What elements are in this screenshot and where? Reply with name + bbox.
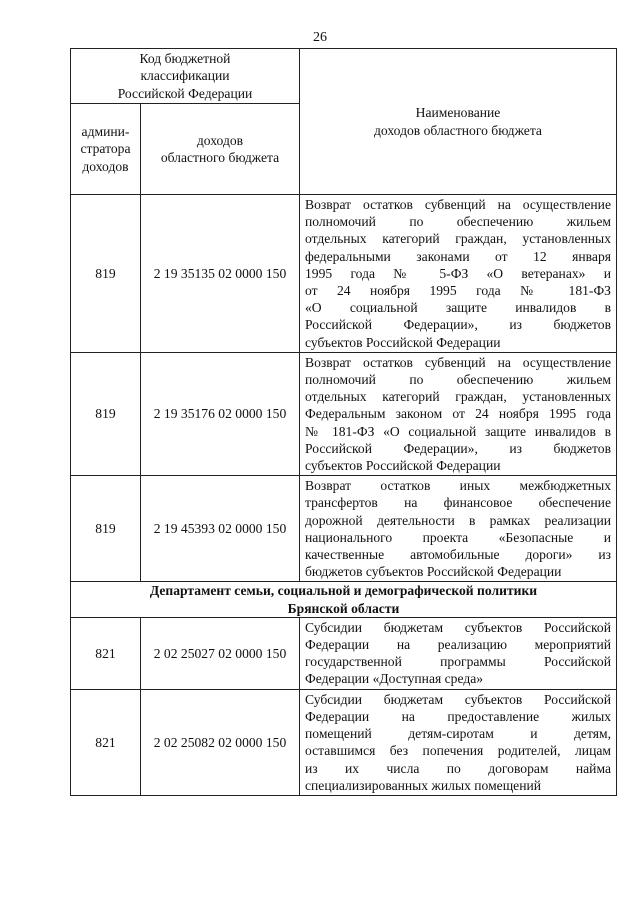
income-code-cell: 2 02 25027 02 0000 150 — [141, 617, 300, 689]
text-line: Федерации «Доступная среда» — [305, 671, 484, 687]
text-line: Возврат остатков субвенций на осуществление — [305, 197, 611, 212]
text-line: Федерации на реализацию мероприятий — [305, 637, 611, 653]
text-line: отдельных категорий граждан, установленных — [305, 231, 611, 247]
income-code-cell: 2 02 25082 02 0000 150 — [141, 689, 300, 795]
text-line: Российской Федерации», из бюджетов — [305, 317, 611, 333]
header-line: доходов — [196, 132, 244, 148]
text-line: № 181-ФЗ «О социальной защите инвалидов в — [305, 423, 611, 439]
header-line: областного бюджета — [160, 150, 280, 165]
table-row — [71, 689, 617, 795]
budget-classification-header — [71, 49, 300, 104]
text-line: субъектов Российской Федерации — [305, 458, 501, 474]
budget-classification-table — [70, 48, 617, 796]
text-line: трансфертов на финансовое обеспечение — [305, 495, 611, 511]
text-line: полномочий по обеспечению жильем — [305, 214, 611, 230]
text-line: помещений детям-сиротам и детям, — [305, 726, 611, 742]
text-line: Возврат остатков иных межбюджетных — [305, 478, 611, 494]
text-line: качественные автомобильные дороги» из — [305, 547, 611, 563]
header-line: классификации — [140, 68, 230, 84]
text-line: бюджетов субъектов Российской Федерации — [305, 564, 562, 580]
text-line: Российской Федерации», из бюджетов — [305, 440, 611, 456]
text-line: федеральными законами от 12 января — [305, 248, 611, 264]
text-line: из их числа по договорам найма — [305, 760, 611, 776]
text-line: Возврат остатков субвенций на осуществление — [305, 354, 611, 370]
text-line: дорожной деятельности в рамках реализации — [305, 512, 611, 528]
text-line: специализированных жилых помещений — [305, 777, 542, 793]
table-row — [71, 476, 617, 582]
code-column-header — [141, 104, 300, 195]
table-row — [71, 617, 617, 689]
header-line: админи- — [81, 124, 130, 140]
header-line: Наименование — [415, 105, 501, 121]
table-row — [71, 352, 617, 475]
text-line: Федеральным законом от 24 ноября 1995 года — [305, 406, 611, 422]
income-code-cell: 2 19 35135 02 0000 150 — [141, 195, 300, 353]
income-name-cell — [300, 476, 617, 582]
department-line: Департамент семьи, социальной и демографической политики — [149, 583, 538, 599]
page-number: 26 — [313, 30, 327, 45]
admin-code-cell: 819 — [71, 476, 141, 582]
header-line: Российской Федерации — [117, 85, 253, 101]
text-line: национального проекта «Безопасные и — [305, 529, 611, 545]
text-line: оставшимся без попечения родителей, лицам — [305, 743, 611, 759]
income-name-cell — [300, 689, 617, 795]
name-column-header — [300, 49, 617, 195]
department-line: Брянской области — [287, 600, 400, 616]
header-line: доходов областного бюджета — [374, 122, 542, 138]
text-line: от 24 ноября 1995 года № 181-ФЗ — [305, 283, 611, 299]
text-line: Федерации на предоставление жилых — [305, 708, 611, 724]
text-line: «О социальной защите инвалидов в — [305, 300, 611, 316]
text-line: государственной программы Российской — [305, 654, 611, 670]
income-code-cell: 2 19 35176 02 0000 150 — [141, 352, 300, 475]
income-name-cell — [300, 195, 617, 353]
income-code-cell: 2 19 45393 02 0000 150 — [141, 476, 300, 582]
text-line: полномочий по обеспечению жильем — [305, 372, 611, 388]
text-line: 1995 года № 5-ФЗ «О ветеранах» и — [305, 265, 611, 281]
admin-code-cell: 821 — [71, 617, 141, 689]
table-row — [71, 195, 617, 353]
admin-code-cell: 821 — [71, 689, 141, 795]
text-line: Субсидии бюджетам субъектов Российской — [305, 619, 611, 635]
department-row — [71, 582, 617, 617]
text-line: отдельных категорий граждан, установленных — [305, 389, 611, 405]
department-title — [71, 582, 617, 617]
income-name-cell — [300, 352, 617, 475]
text-line: Субсидии бюджетам субъектов Российской — [305, 691, 611, 707]
header-line: стратора — [80, 141, 131, 157]
admin-code-cell: 819 — [71, 352, 141, 475]
header-line: доходов — [82, 158, 129, 174]
income-name-cell — [300, 617, 617, 689]
text-line: субъектов Российской Федерации — [305, 334, 501, 350]
admin-column-header — [71, 104, 141, 195]
admin-code-cell: 819 — [71, 195, 141, 353]
header-line: Код бюджетной — [139, 51, 231, 67]
